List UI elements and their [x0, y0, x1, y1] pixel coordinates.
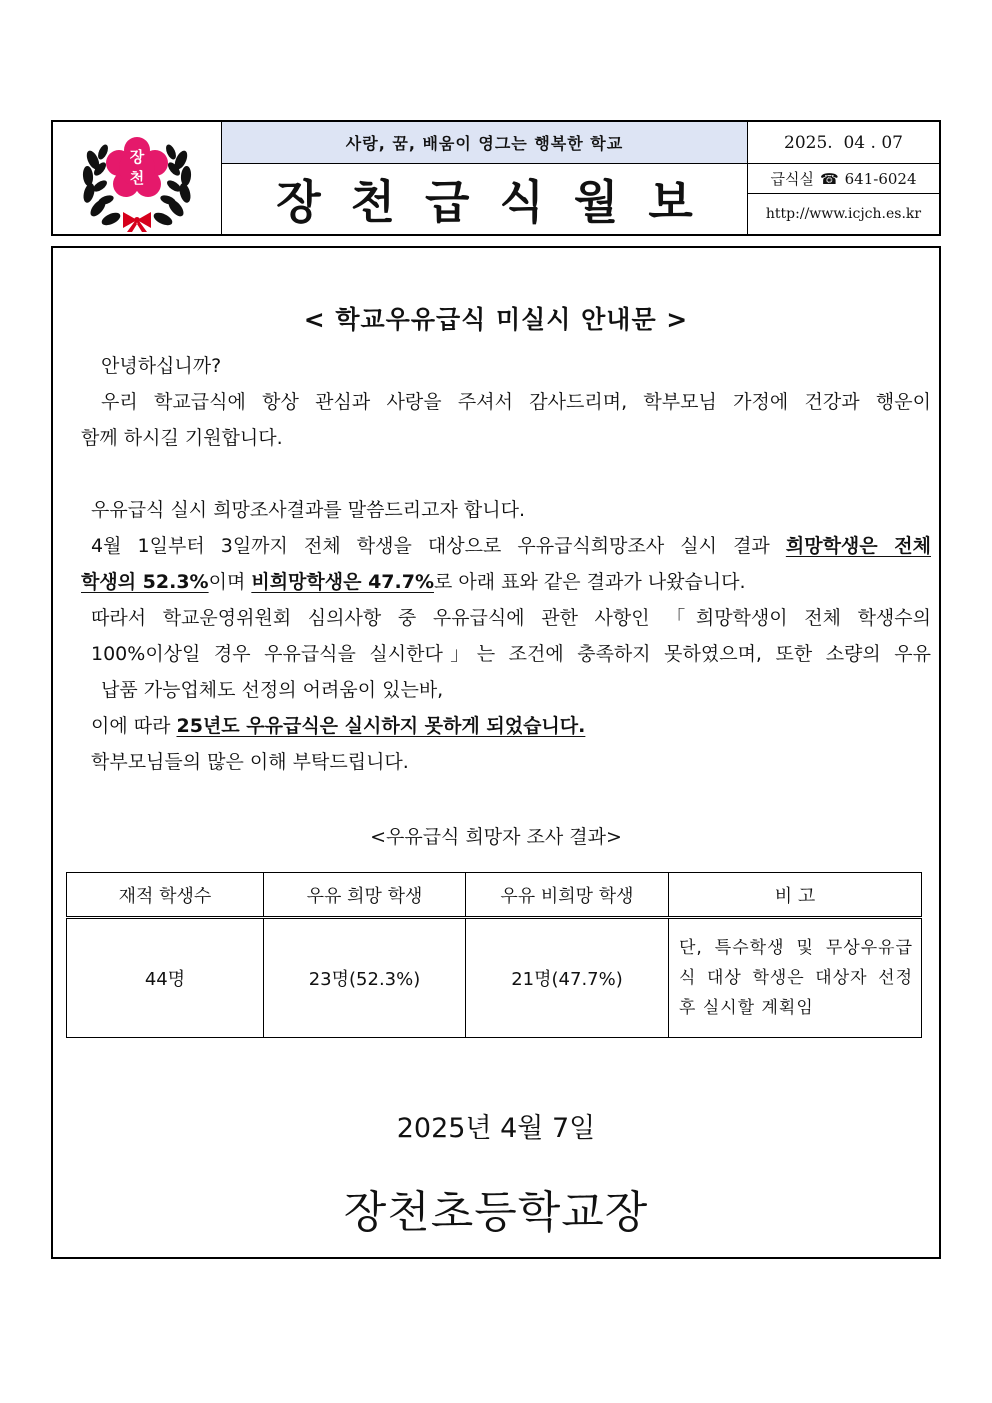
- phone-contact: [748, 164, 939, 194]
- school-url[interactable]: http://www.icjch.es.kr: [765, 206, 922, 222]
- paragraph-5: [91, 713, 585, 739]
- paragraph-3-line-2: [81, 569, 746, 595]
- paragraph-4-line-1: 따라서 학교운영위원회 심의사항 중 우유급식에 관한 사항인 「희망학생이 전체 학생수의: [91, 607, 931, 629]
- notice-title: < 학교우유급식 미실시 안내문 >: [303, 305, 689, 334]
- phone-label: 급식실: [770, 170, 814, 188]
- paragraph-2: 우유급식 실시 희망조사결과를 말씀드리고자 합니다.: [91, 499, 525, 521]
- table-caption: <우유급식 희망자 조사 결과>: [370, 826, 622, 848]
- header-non-hope: 우유 비희망 학생: [466, 873, 669, 918]
- paragraph-3-text: 4월 1일부터 3일까지 전체 학생을 대상으로 우유급식희망조사 실시 결과: [91, 535, 786, 557]
- school-emblem-icon: [79, 130, 195, 232]
- school-motto: 사랑, 꿈, 배움이 영그는 행복한 학교: [222, 122, 748, 164]
- header-hope: 우유 희망 학생: [264, 873, 466, 918]
- svg-text:장: 장: [129, 148, 145, 166]
- survey-result-table: [66, 872, 922, 1038]
- header-remarks: 비 고: [669, 873, 922, 918]
- paragraph-4-line-2: 100%이상일 경우 우유급식을 실시한다」는 조건에 충족하지 못하였으며, 또한 소량의 우유: [91, 643, 931, 665]
- paragraph-3-text: 로 아래 표와 같은 결과가 나왔습니다.: [434, 571, 746, 593]
- highlight-hope-students: 희망학생은 전체: [785, 535, 931, 557]
- cell-hope: 23명(52.3%): [264, 918, 466, 1038]
- paragraph-3-line-1: [91, 533, 931, 559]
- issue-date: 2025. 04 . 07: [748, 122, 939, 164]
- header-enrolled: 재적 학생수: [67, 873, 264, 918]
- paragraph-3-text: 이며: [208, 571, 252, 593]
- signature-date: 2025년 4월 7일: [396, 1113, 596, 1144]
- paragraph-6: 학부모님들의 많은 이해 부탁드립니다.: [91, 751, 409, 773]
- newsletter-title: 장천급식월보: [222, 164, 748, 234]
- paragraph-4-line-3: 납품 가능업체도 선정의 어려움이 있는바,: [101, 679, 444, 701]
- signature-principal: 장천초등학교장: [343, 1187, 649, 1238]
- greeting: 안녕하십니까?: [101, 355, 222, 377]
- table-row: [67, 918, 922, 1038]
- cell-enrolled: 44명: [67, 918, 264, 1038]
- highlight-hope-percent: 학생의 52.3%: [81, 571, 209, 593]
- telephone-icon: ☎: [819, 169, 839, 188]
- table-header-row: [67, 873, 922, 918]
- paragraph-1-line-1: 우리 학교급식에 항상 관심과 사랑을 주셔서 감사드리며, 학부모님 가정에 건강과 행운이: [101, 391, 931, 413]
- svg-text:천: 천: [129, 169, 145, 187]
- cell-non-hope: 21명(47.7%): [466, 918, 669, 1038]
- cell-remarks: 단, 특수학생 및 무상우유급식 대상 학생은 대상자 선정 후 실시할 계획임: [669, 918, 922, 1038]
- paragraph-5-text: 이에 따라: [91, 715, 177, 737]
- highlight-decision: 25년도 우유급식은 실시하지 못하게 되었습니다.: [176, 715, 586, 737]
- phone-number: 641-6024: [844, 169, 917, 188]
- newsletter-header: [51, 120, 941, 236]
- highlight-non-hope-percent: 비희망학생은 47.7%: [251, 571, 434, 593]
- school-logo: [53, 122, 222, 234]
- paragraph-1-line-2: 함께 하시길 기원합니다.: [81, 427, 283, 449]
